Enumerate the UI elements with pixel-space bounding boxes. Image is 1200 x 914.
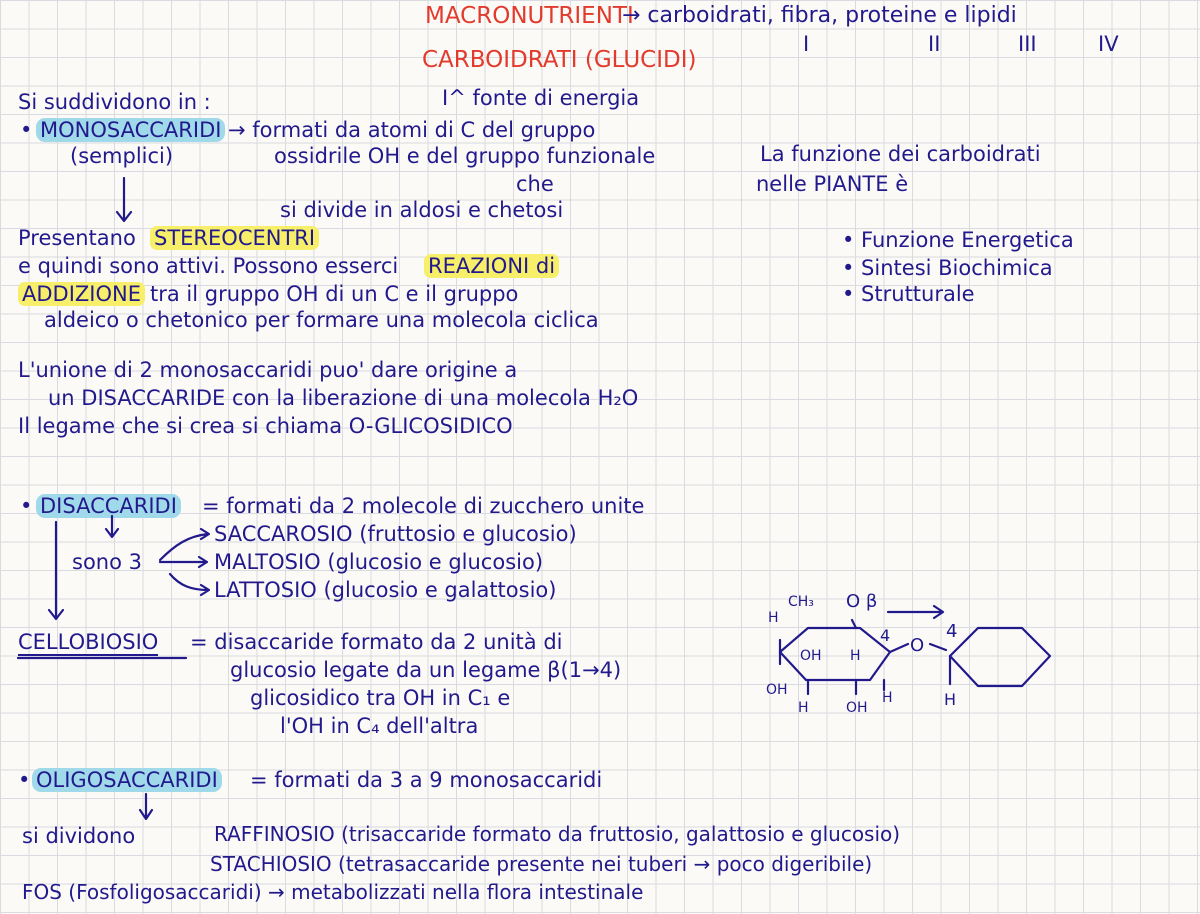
branch-arrow-icon [170,574,209,595]
plants-line2: nelle PIANTE è [756,172,909,196]
cellobiosio-line1: = disaccaride formato da 2 unità di [190,630,563,654]
mono-line4: aldeico o chetonico per formare una molecola ciclica [44,308,599,332]
disaccaride-saccarosio: SACCAROSIO (fruttosio e glucosio) [214,522,577,546]
semplici-note: (semplici) [70,144,174,168]
cellobiosio-line3: glicosidico tra OH in C₁ e [250,686,511,710]
mono-definition-line2: ossidrile OH e del gruppo funzionale [274,144,656,168]
structure-label-o-beta: O β [846,591,878,612]
addizione-term: ADDIZIONE [18,282,145,306]
plants-item-strutturale: • Strutturale [842,282,975,306]
structure-label-oh-left: OH [766,682,788,698]
union-line1: L'unione di 2 monosaccaridi puo' dare origine a [18,358,518,382]
bullet: • [20,494,33,518]
down-arrow-icon [140,794,152,819]
cellobiosio-line4: l'OH in C₄ dell'altra [280,714,479,738]
mono-line2: e quindi sono attivi. Possono esserci [18,254,399,278]
plants-item-sintesi: • Sintesi Biochimica [842,256,1053,280]
roman-numeral-3: III [1018,32,1037,56]
sono-3-note: sono 3 [72,550,142,574]
si-dividono-note: si dividono [22,824,136,848]
structure-label-o-link: O [910,635,925,656]
down-arrow-icon [49,522,63,619]
disaccaridi-definition: = formati da 2 molecole di zucchero unite [202,494,645,518]
beta-arrow-icon [888,606,943,618]
down-arrow-icon [117,178,131,221]
fos-line: FOS (Fosfoligosaccaridi) → metabolizzati nella flora intestinale [22,880,644,904]
monosaccaridi-term: MONOSACCARIDI [36,118,225,142]
mono-definition-line1: → formati da atomi di C del gruppo [228,118,596,142]
roman-numeral-1: I [803,32,810,56]
structure-label-ch3: CH₃ [788,594,814,610]
structure-label-h-bottom1: H [798,700,809,716]
bullet: • [18,768,31,792]
cellobiosio-term: CELLOBIOSIO [18,630,159,654]
bullet: • [20,118,33,142]
structure-label-4b: 4 [946,621,958,642]
mono-line3: tra il gruppo OH di un C e il gruppo [150,282,519,306]
macronutrienti-title: MACRONUTRIENTI [425,3,634,29]
branch-arrow-icon [160,529,209,560]
second-ring [950,628,1050,686]
roman-numeral-4: IV [1098,32,1119,56]
reazioni-term: REAZIONI di [424,254,559,278]
disaccaride-maltosio: MALTOSIO (glucosio e glucosio) [214,550,544,574]
structure-label-h-ring: H [850,648,861,664]
down-arrow-icon [106,516,118,537]
oligosaccaridi-definition: = formati da 3 a 9 monosaccaridi [250,768,603,792]
energy-note: I^ fonte di energia [442,86,640,110]
plants-line1: La funzione dei carboidrati [760,142,1041,166]
structure-label-h-bottom2: H [882,690,893,706]
disaccaridi-term: DISACCARIDI [36,494,181,518]
carboidrati-title: CARBOIDRATI (GLUCIDI) [422,47,697,73]
stereocentri-term: STEREOCENTRI [150,226,319,250]
mono-definition-line3: che [516,172,554,196]
roman-numeral-2: II [928,32,941,56]
oligosaccaridi-term: OLIGOSACCARIDI [32,768,222,792]
stereo-prefix: Presentano [18,226,136,250]
glucose-ring [780,628,890,680]
raffinosio-line: RAFFINOSIO (trisaccaride formato da fruttosio, galattosio e glucosio) [214,822,901,846]
branch-arrow-icon [160,557,207,567]
macronutrienti-list: → carboidrati, fibra, proteine e lipidi [622,3,1017,28]
structure-label-h1: H [768,610,779,626]
stachiosio-line: STACHIOSIO (tetrasaccaride presente nei tuberi → poco digeribile) [210,852,873,876]
structure-label-oh-ring: OH [800,648,822,664]
mono-definition-line4: si divide in aldosi e chetosi [280,198,564,222]
union-line3: Il legame che si crea si chiama O-GLICOSIDICO [18,414,513,438]
structure-label-oh-bottom: OH [846,700,868,716]
disaccaride-lattosio: LATTOSIO (glucosio e galattosio) [214,578,557,602]
intro-text: Si suddividono in : [18,90,211,114]
structure-label-h-right: H [944,690,957,709]
union-line2: un DISACCARIDE con la liberazione di una molecola H₂O [48,386,639,410]
plants-item-energetica: • Funzione Energetica [842,228,1074,252]
structure-label-4a: 4 [880,626,891,645]
cellobiosio-line2: glucosio legate da un legame β(1→4) [230,658,622,682]
